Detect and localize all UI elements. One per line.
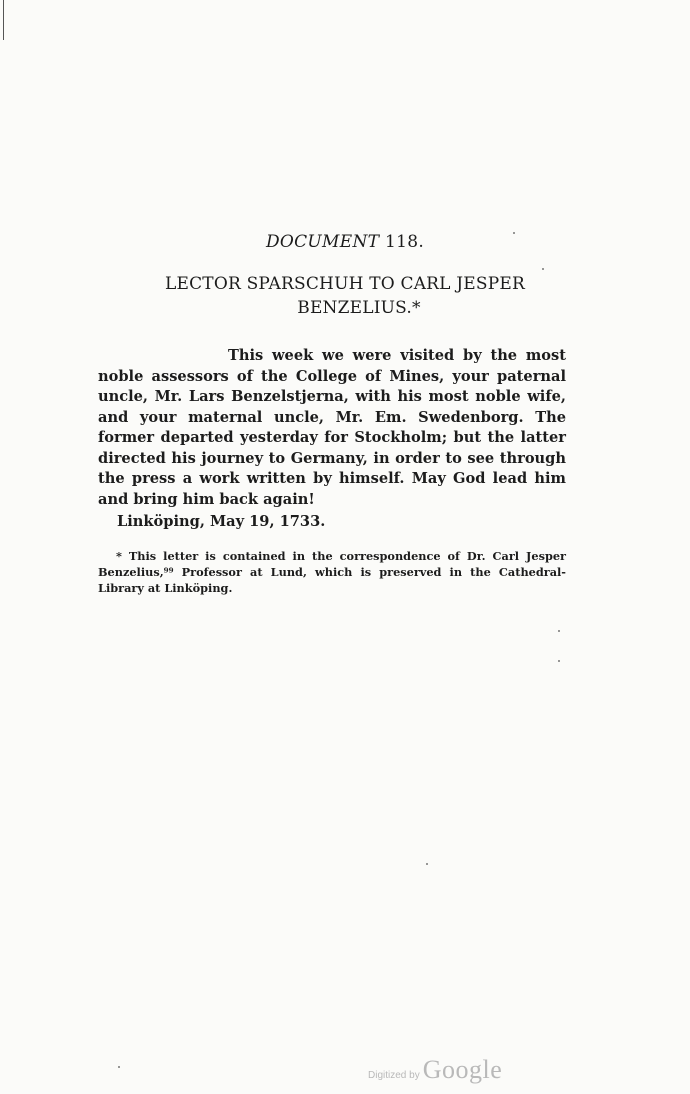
scan-speck [558,630,560,632]
watermark-prefix: Digitized by [368,1070,420,1081]
scan-speck [558,660,560,662]
letter-body-text: This week we were visited by the most noble assessors of the College of Mines, your paternal uncle, Mr. Lars Benzelstjerna, with his most noble wife, and your maternal uncle, Mr. Em. Swedenborg. The former departed yesterday for Stockholm; but the latter directed his journey to Germany, in order to see through the press a work written by himself. May God lead him and bring him back again! [98,347,566,508]
document-title [0,272,690,320]
title-line-1: LECTOR SPARSCHUH TO CARL JESPER [165,274,525,294]
title-line-2: BENZELIUS.* [297,298,421,318]
scan-speck [426,863,428,865]
page-edge-line [3,0,4,40]
document-label-word: DOCUMENT [265,232,380,252]
google-logo: Google [422,1055,503,1084]
scan-speck [513,232,515,234]
scan-speck [542,268,544,270]
document-number-heading [0,232,690,252]
letter-body [98,346,566,510]
letter-signoff: Linköping, May 19, 1733. [117,513,326,530]
footnote: * This letter is contained in the correspondence of Dr. Carl Jesper Benzelius,⁹⁹ Professor at Lund, which is preserved in the Cathedral-Library at Linköping. [98,549,566,595]
digitized-by-watermark [368,1055,502,1085]
document-label-number: 118. [385,232,425,252]
scan-speck [118,1066,120,1068]
